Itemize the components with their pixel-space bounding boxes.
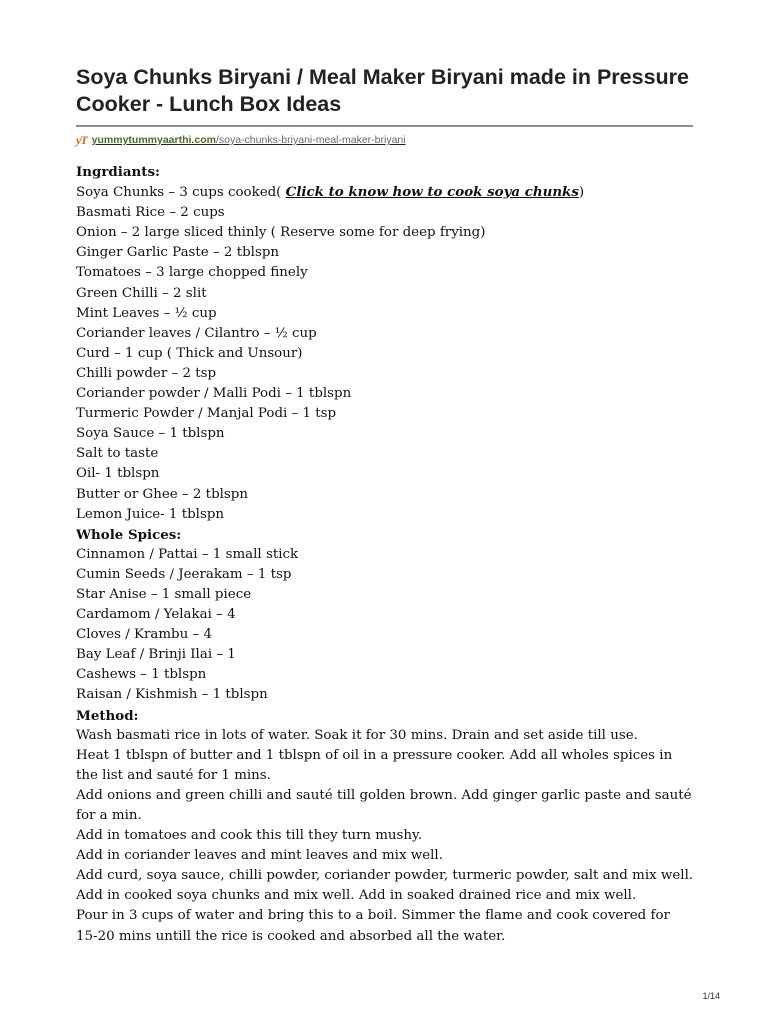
spice-item: Cardamom / Yelakai – 4 [76, 607, 236, 623]
title-divider [76, 125, 693, 127]
page-title: Soya Chunks Biryani / Meal Maker Biryani made in Pressure Cooker - Lunch Box Ideas [76, 65, 689, 116]
ingredient-item: Onion – 2 large sliced thinly ( Reserve some for deep frying) [76, 225, 486, 241]
method-step: Heat 1 tblspn of butter and 1 tblspn of oil in a pressure cooker. Add all wholes spices in the list and sauté for 1 mins. [76, 747, 673, 783]
spice-item: Bay Leaf / Brinji Ilai – 1 [76, 647, 236, 663]
spice-item: Cinnamon / Pattai – 1 small stick [76, 546, 299, 562]
method-step: Pour in 3 cups of water and bring this to a boil. Simmer the flame and cook covered for 15-20 mins untill the rice is cooked and absorbed all the water. [76, 908, 670, 944]
recipe-content [76, 162, 696, 947]
ingredient-item: Coriander leaves / Cilantro – ½ cup [76, 325, 317, 341]
spice-item: Star Anise – 1 small piece [76, 586, 252, 602]
ingredient-item: Basmati Rice – 2 cups [76, 205, 225, 221]
ingredient-item: Oil- 1 tblspn [76, 466, 160, 482]
source-line [76, 133, 696, 147]
source-path: /soya-chunks-briyani-meal-maker-briyani [215, 134, 406, 146]
ingredient-item: Curd – 1 cup ( Thick and Unsour) [76, 345, 303, 361]
spice-item: Cloves / Krambu – 4 [76, 627, 212, 643]
method-step: Wash basmati rice in lots of water. Soak it for 30 mins. Drain and set aside till use. [76, 727, 638, 743]
ingredient-item: Turmeric Powder / Manjal Podi – 1 tsp [76, 406, 337, 422]
ingredient-item: Mint Leaves – ½ cup [76, 305, 217, 321]
method-step: Add in cooked soya chunks and mix well. Add in soaked drained rice and mix well. [76, 888, 637, 904]
page-number: 1/14 [702, 991, 720, 1001]
ingredient-item: Salt to taste [76, 446, 159, 462]
ingredient-item: Chilli powder – 2 tsp [76, 365, 217, 381]
site-logo-icon: yT [76, 132, 87, 147]
cook-soya-chunks-link[interactable]: Click to know how to cook soya chunks [285, 184, 579, 201]
ingredient-item: Ginger Garlic Paste – 2 tblspn [76, 245, 280, 261]
whole-spices-heading: Whole Spices: [76, 526, 182, 543]
spice-item: Cashews – 1 tblspn [76, 667, 207, 683]
source-url-link[interactable] [92, 134, 406, 146]
ingredient-item: Coriander powder / Malli Podi – 1 tblspn [76, 386, 352, 402]
document-page [76, 64, 696, 947]
ingredient-text: Soya Chunks – 3 cups cooked( [76, 185, 286, 201]
ingredient-item: Tomatoes – 3 large chopped finely [76, 265, 308, 281]
spice-item: Raisan / Kishmish – 1 tblspn [76, 687, 268, 703]
ingredient-item: Lemon Juice- 1 tblspn [76, 506, 225, 522]
method-step: Add in tomatoes and cook this till they turn mushy. [76, 828, 423, 844]
spice-item: Cumin Seeds / Jeerakam – 1 tsp [76, 566, 292, 582]
ingredient-item: Butter or Ghee – 2 tblspn [76, 486, 248, 502]
source-domain: yummytummyaarthi.com [91, 134, 216, 146]
method-step: Add onions and green chilli and sauté till golden brown. Add ginger garlic paste and sauté for a min. [76, 787, 692, 823]
ingredient-item: Soya Sauce – 1 tblspn [76, 426, 225, 442]
ingredients-heading: Ingrdiants: [76, 164, 160, 180]
ingredient-item: Green Chilli – 2 slit [76, 285, 207, 301]
ingredient-text-suffix: ) [578, 185, 585, 201]
method-step: Add curd, soya sauce, chilli powder, coriander powder, turmeric powder, salt and mix well. [76, 868, 694, 884]
method-step: Add in coriander leaves and mint leaves and mix well. [76, 848, 443, 864]
method-heading: Method: [76, 707, 139, 724]
ingredient-item [76, 182, 696, 203]
